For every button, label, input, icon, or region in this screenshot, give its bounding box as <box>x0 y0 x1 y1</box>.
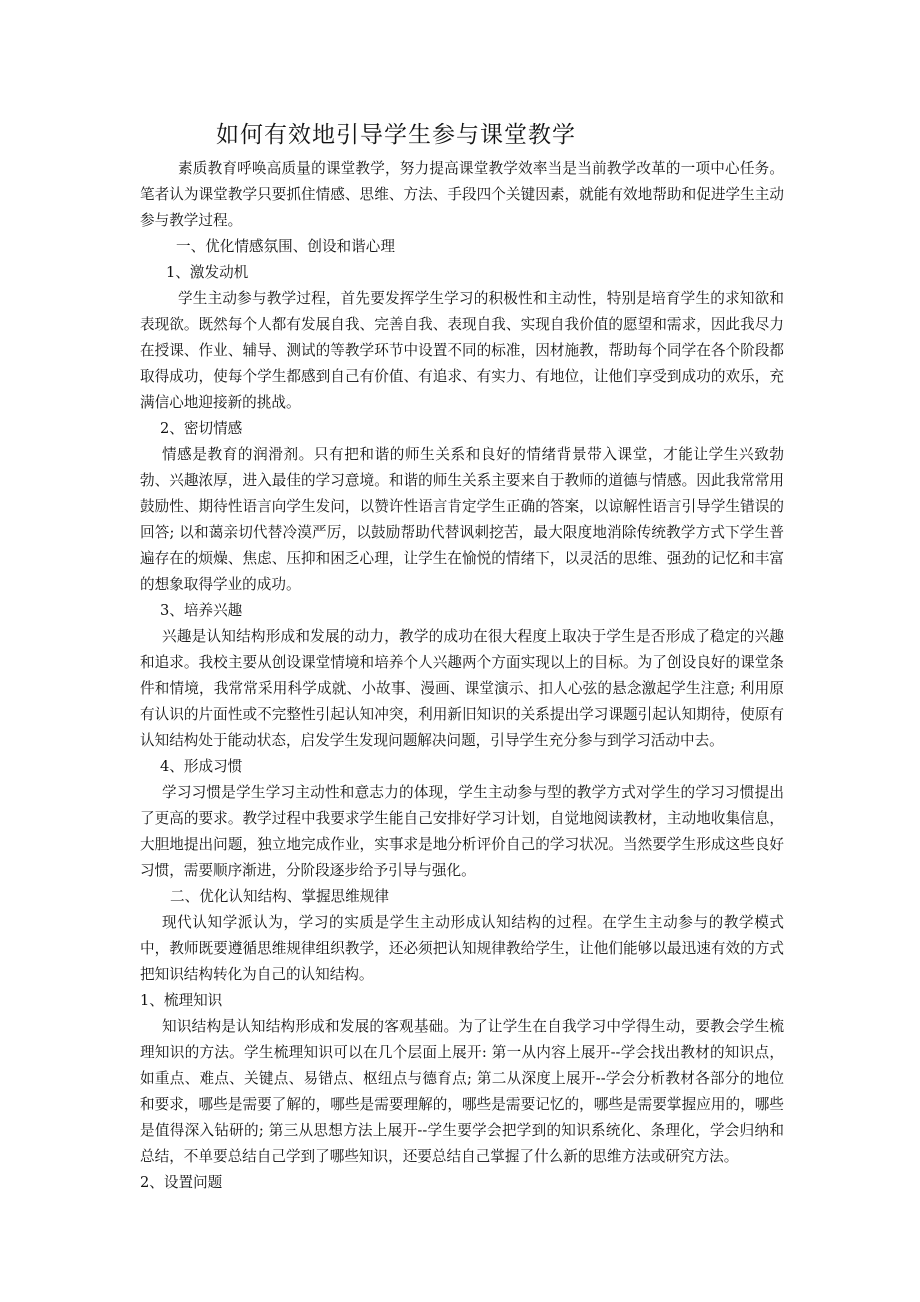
paragraph-1-2: 情感是教育的润滑剂。只有把和谐的师生关系和良好的情绪背景带入课堂，才能让学生兴致勃勃、兴趣浓厚，进入最佳的学习意境。和谐的师生关系主要来自于教师的道德与情感。因此我常常用鼓励性、期待性语言向学生发问，以赞许性语言肯定学生正确的答案，以谅解性语言引导学生错误的回答; 以和蔼亲切代替冷漠严厉，以鼓励帮助代替讽刺挖苦，最大限度地消除传统教学方式下学生普遍存在的烦燥、焦虑、压抑和困乏心理，让学生在愉悦的情绪下，以灵活的思维、强劲的记忆和丰富的想象取得学业的成功。 <box>140 446 784 593</box>
subsection-heading-1-1: 1、激发动机 <box>166 264 249 281</box>
subsection-heading-1-4: 4、形成习惯 <box>160 758 243 775</box>
document-body <box>140 118 784 1196</box>
subsection-heading-1-2: 2、密切情感 <box>160 420 243 437</box>
subsection-heading-1-3: 3、培养兴趣 <box>160 602 243 619</box>
section-heading-1: 一、优化情感氛围、创设和谐心理 <box>176 238 395 255</box>
subsection-heading-2-2: 2、设置问题 <box>140 1174 223 1191</box>
paragraph-1-1: 学生主动参与教学过程，首先要发挥学生学习的积极性和主动性，特别是培育学生的求知欲和表现欲。既然每个人都有发展自我、完善自我、表现自我、实现自我价值的愿望和需求，因此我尽力在授课、作业、辅导、测试的等教学环节中设置不同的标准，因材施教，帮助每个同学在各个阶段都取得成功，使每个学生都感到自己有价值、有追求、有实力、有地位，让他们享受到成功的欢乐，充满信心地迎接新的挑战。 <box>140 290 784 411</box>
subsection-heading-2-1: 1、梳理知识 <box>140 992 223 1009</box>
intro-paragraph: 素质教育呼唤高质量的课堂教学，努力提高课堂教学效率当是当前教学改革的一项中心任务。笔者认为课堂教学只要抓住情感、思维、方法、手段四个关键因素，就能有效地帮助和促进学生主动参与教学过程。 <box>140 160 784 229</box>
paragraph-2-1: 知识结构是认知结构形成和发展的客观基础。为了让学生在自我学习中学得生动，要教会学生梳理知识的方法。学生梳理知识可以在几个层面上展开: 第一从内容上展开--学会找出教材的知识点，如重点、难点、关键点、易错点、枢纽点与德育点; 第二从深度上展开--学会分析教材各部分的地位和要求，哪些是需要了解的，哪些是需要理解的，哪些是需要记忆的，哪些是需要掌握应用的，哪些是值得深入钻研的; 第三从思想方法上展开--学生要学会把学到的知识系统化、条理化，学会归纳和总结，不单要总结自己学到了哪些知识，还要总结自己掌握了什么新的思维方法或研究方法。 <box>140 1018 784 1165</box>
paragraph-1-3: 兴趣是认知结构形成和发展的动力，教学的成功在很大程度上取决于学生是否形成了稳定的兴趣和追求。我校主要从创设课堂情境和培养个人兴趣两个方面实现以上的目标。为了创设良好的课堂条件和情境，我常常采用科学成就、小故事、漫画、课堂演示、扣人心弦的悬念激起学生注意; 利用原有认识的片面性或不完整性引起认知冲突，利用新旧知识的关系提出学习课题引起认知期待，使原有认知结构处于能动状态，启发学生发现问题解决问题，引导学生充分参与到学习活动中去。 <box>140 628 784 749</box>
section2-intro-paragraph: 现代认知学派认为，学习的实质是学生主动形成认知结构的过程。在学生主动参与的教学模式中，教师既要遵循思维规律组织教学，还必须把认知规律教给学生，让他们能够以最迅速有效的方式把知识结构转化为自己的认知结构。 <box>140 914 784 983</box>
paragraph-1-4: 学习习惯是学生学习主动性和意志力的体现，学生主动参与型的教学方式对学生的学习习惯提出了更高的要求。教学过程中我要求学生能自己安排好学习计划，自觉地阅读教材，主动地收集信息，大胆地提出问题，独立地完成作业，实事求是地分析评价自己的学习状况。当然要学生形成这些良好习惯，需要顺序渐进，分阶段逐步给予引导与强化。 <box>140 784 784 879</box>
document-title: 如何有效地引导学生参与课堂教学 <box>216 122 576 148</box>
section-heading-2: 二、优化认知结构、掌握思维规律 <box>170 888 389 905</box>
